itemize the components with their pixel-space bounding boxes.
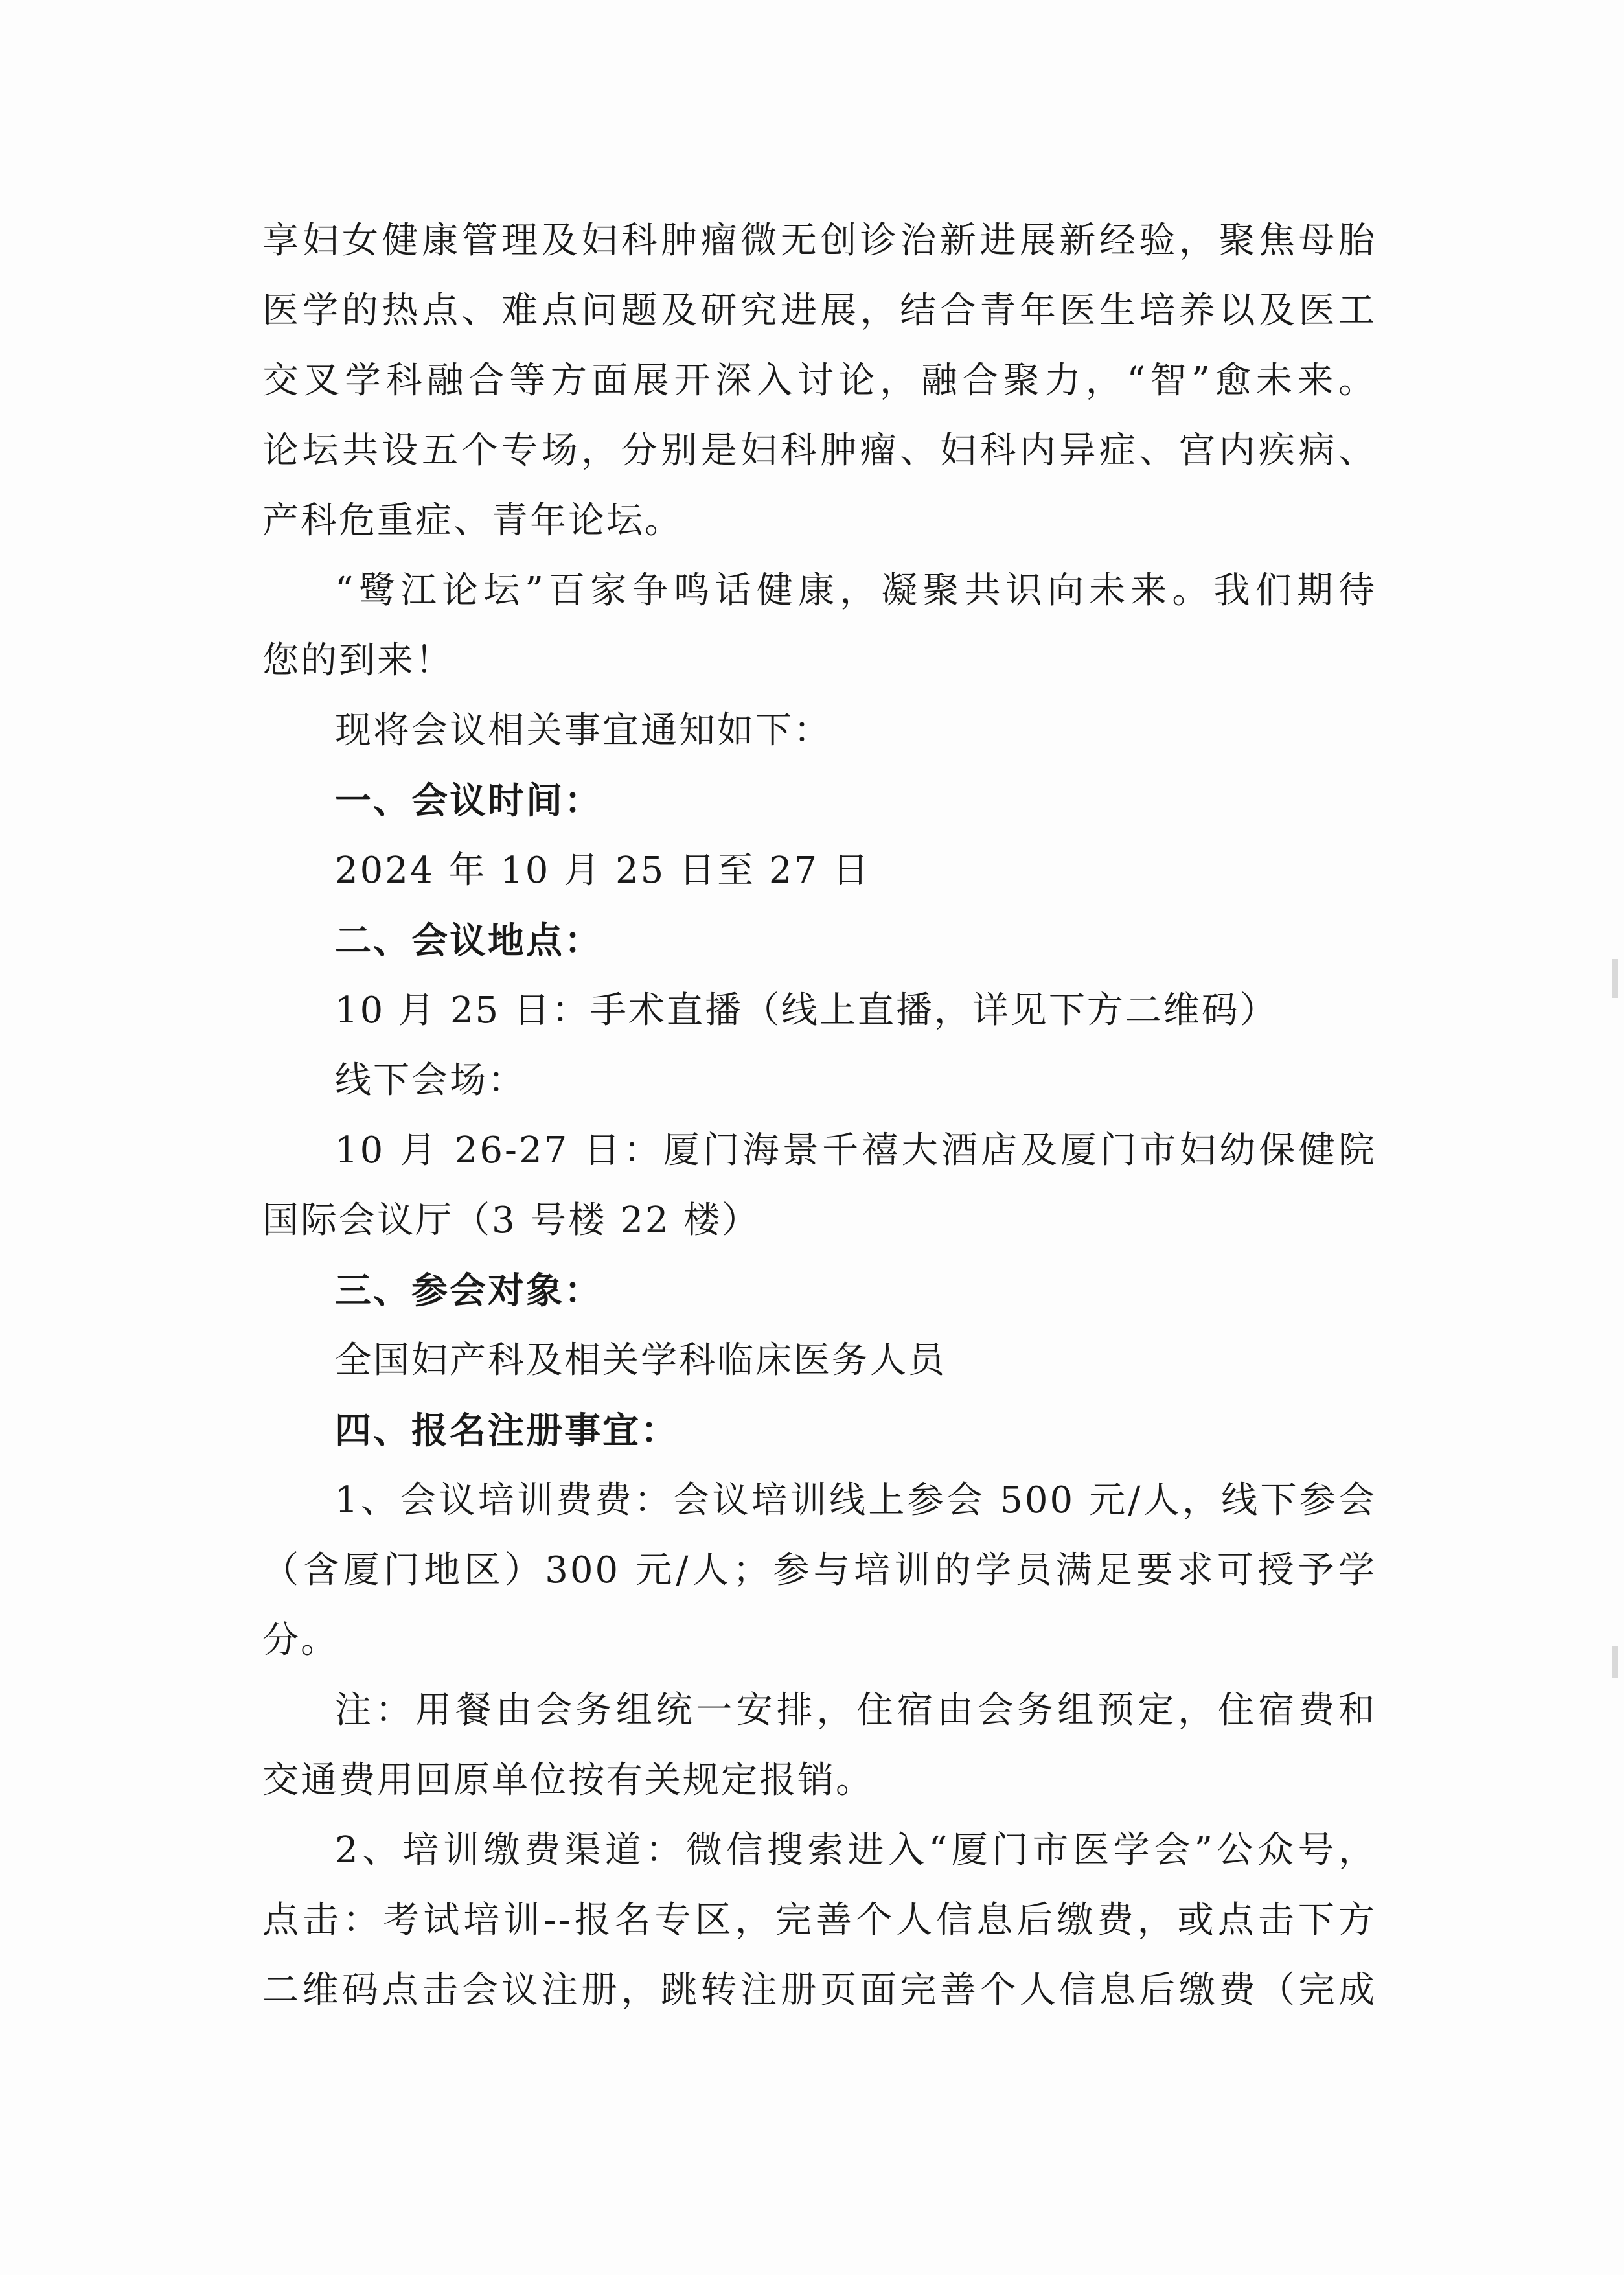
location-offline-venue: 10 月 26-27 日：厦门海景千禧大酒店及厦门市妇幼保健院 (335, 1129, 1377, 1172)
intro-line: 医学的热点、难点问题及研究进展，结合青年医生培养以及医工 (262, 290, 1377, 332)
payment-line: 二维码点击会议注册，跳转注册页面完善个人信息后缴费（完成 (262, 1969, 1377, 2011)
section-heading-time: 一、会议时间： (335, 780, 602, 822)
audience-text: 全国妇产科及相关学科临床医务人员 (335, 1339, 946, 1381)
intro-line: 产科危重症、青年论坛。 (262, 500, 683, 542)
section-heading-audience: 三、参会对象： (335, 1269, 602, 1312)
scan-edge-mark (1612, 1646, 1618, 1678)
invite-line: 您的到来！ (262, 640, 453, 682)
invite-line: “鹭江论坛”百家争鸣话健康，凝聚共识向未来。我们期待 (335, 570, 1377, 612)
fee-line: 1、会议培训费费：会议培训线上参会 500 元/人，线下参会 (335, 1479, 1377, 1521)
document-body (262, 206, 1377, 2026)
section-heading-location: 二、会议地点： (335, 919, 602, 962)
intro-line: 交叉学科融合等方面展开深入讨论，融合聚力，“智”愈未来。 (262, 360, 1377, 402)
payment-line: 2、培训缴费渠道：微信搜索进入“厦门市医学会”公众号， (335, 1829, 1377, 1871)
meeting-date: 2024 年 10 月 25 日至 27 日 (335, 849, 871, 892)
fee-line: （含厦门地区）300 元/人；参与培训的学员满足要求可授予学 (262, 1549, 1377, 1591)
payment-line: 点击：考试培训--报名专区，完善个人信息后缴费，或点击下方 (262, 1899, 1377, 1941)
intro-line: 论坛共设五个专场，分别是妇科肿瘤、妇科内异症、宫内疾病、 (262, 430, 1377, 472)
scan-edge-mark (1612, 959, 1618, 998)
note-line: 交通费用回原单位按有关规定报销。 (262, 1759, 874, 1801)
notice-intro: 现将会议相关事宜通知如下： (335, 710, 832, 752)
location-online: 10 月 25 日：手术直播（线上直播，详见下方二维码） (335, 989, 1278, 1032)
intro-line: 享妇女健康管理及妇科肿瘤微无创诊治新进展新经验，聚焦母胎 (262, 220, 1377, 262)
location-offline-venue-cont: 国际会议厅（3 号楼 22 楼） (262, 1199, 761, 1241)
note-line: 注：用餐由会务组统一安排，住宿由会务组预定，住宿费和 (335, 1689, 1377, 1731)
section-heading-registration: 四、报名注册事宜： (335, 1409, 679, 1452)
fee-line: 分。 (262, 1619, 339, 1661)
location-offline-label: 线下会场： (335, 1059, 526, 1102)
